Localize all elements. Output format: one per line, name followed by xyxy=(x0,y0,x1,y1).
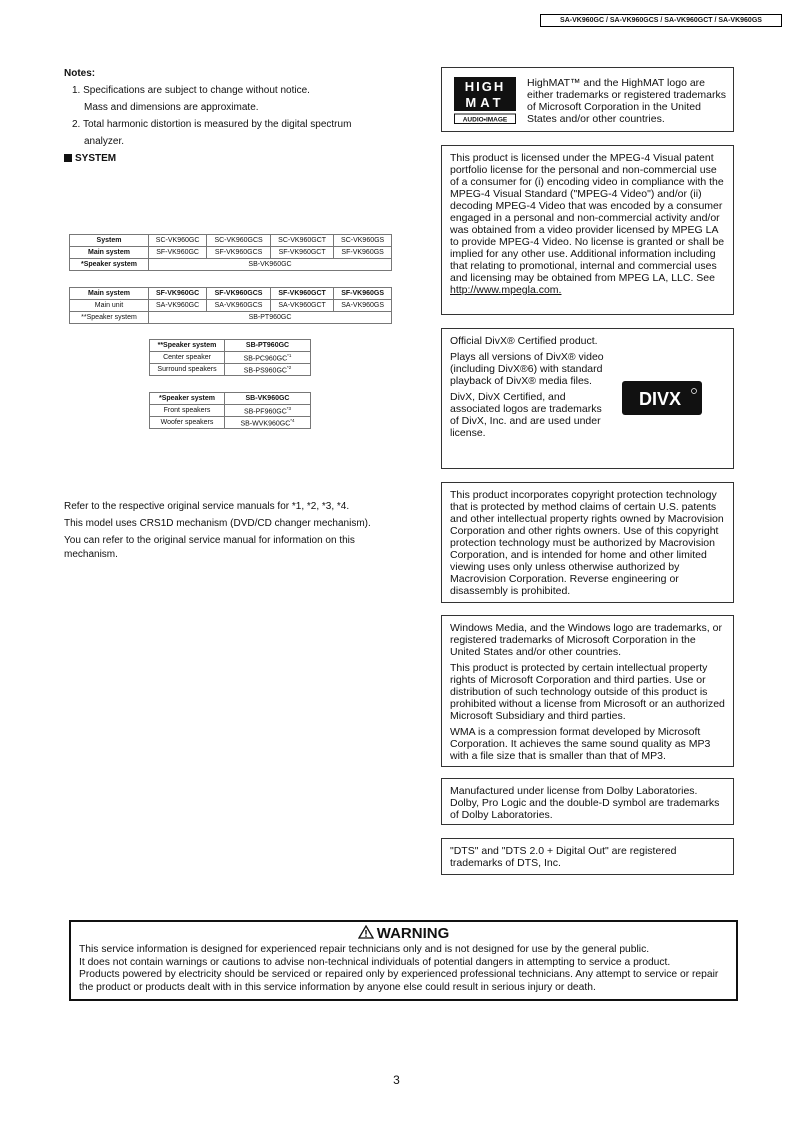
warning-line-3: Products powered by electricity should be serviced or repaired only by experienced professional technicians. Any attempt to service or repair the product or products dealt with in this service information by anyone else could result in serious injury or death. xyxy=(79,969,719,993)
divx-notice xyxy=(441,328,734,469)
table-cell: SF-VK960GCT xyxy=(270,288,333,300)
table-cell: SF-VK960GS xyxy=(334,247,392,259)
highmat-notice xyxy=(441,67,734,132)
footnote-mark: *1 xyxy=(287,352,292,358)
table-cell: SC-VK960GCS xyxy=(207,235,271,247)
table-cell: SF-VK960GCT xyxy=(270,247,333,259)
table-cell: SB-VK960GC xyxy=(149,259,392,271)
divx-p2: Plays all versions of DivX® video (including DivX®6) with standard playback of DivX® media files. xyxy=(450,351,604,387)
table-row xyxy=(70,312,392,324)
table-cell: Front speakers xyxy=(150,405,225,417)
table-cell: System xyxy=(70,235,149,247)
warning-title xyxy=(79,925,728,942)
table-cell: Woofer speakers xyxy=(150,417,225,429)
highmat-logo-icon xyxy=(454,77,516,124)
table-cell: Main system xyxy=(70,247,149,259)
warning-box xyxy=(69,920,738,1001)
speaker-table-pt960 xyxy=(149,339,311,376)
references-text xyxy=(64,500,409,565)
footnote-mark: *2 xyxy=(286,364,292,370)
table-cell: SA-VK960GCT xyxy=(270,300,333,312)
divx-p3: DivX, DivX Certified, and associated logos are trademarks of DivX, Inc. and are used under license. xyxy=(450,391,602,439)
warning-line-2: It does not contain warnings or cautions to advise non-technical individuals of potential dangers in attempting to service a product. xyxy=(79,956,671,968)
warning-line-1: This service information is designed for experienced repair technicians only and is not designed for use by the general public. xyxy=(79,944,650,955)
table-row xyxy=(70,300,392,312)
note-2-cont: analyzer. xyxy=(84,136,125,147)
dolby-text: Manufactured under license from Dolby Laboratories. Dolby, Pro Logic and the double-D symbol are trademarks of Dolby Laboratories. xyxy=(450,785,720,821)
system-table-1 xyxy=(69,234,392,271)
highmat-logo-line2: MAT xyxy=(465,95,505,110)
table-cell: SA-VK960GS xyxy=(334,300,392,312)
model-code: SB-PF960GC xyxy=(243,408,287,416)
notes-section xyxy=(64,67,394,166)
table-cell: SF-VK960GCS xyxy=(207,288,271,300)
macrovision-notice xyxy=(441,482,734,603)
table-cell: SC-VK960GCT xyxy=(270,235,333,247)
table-cell: Main unit xyxy=(70,300,149,312)
model-header: SA-VK960GC / SA-VK960GCS / SA-VK960GCT / SA-VK960GS xyxy=(540,14,782,27)
divx-p1: Official DivX® Certified product. xyxy=(450,335,598,347)
divx-logo-icon xyxy=(622,381,702,415)
table-cell: **Speaker system xyxy=(150,340,225,352)
ref-line-3: You can refer to the original service manual for information on this mechanism. xyxy=(64,535,355,560)
table-cell: SC-VK960GS xyxy=(334,235,392,247)
ref-line-2: This model uses CRS1D mechanism (DVD/CD changer mechanism). xyxy=(64,518,371,529)
table-cell: SA-VK960GC xyxy=(149,300,207,312)
table-cell: SB-VK960GC xyxy=(225,393,311,405)
table-row xyxy=(150,340,311,352)
notes-title: Notes: xyxy=(64,68,96,79)
table-cell xyxy=(225,364,311,376)
dts-notice xyxy=(441,838,734,875)
table-cell: SF-VK960GC xyxy=(149,247,207,259)
windows-p1: Windows Media, and the Windows logo are trademarks, or registered trademarks of Microsoft Corporation in the United States and/or other countries. xyxy=(450,622,722,658)
page-number: 3 xyxy=(393,1073,400,1087)
speaker-table-vk960 xyxy=(149,392,311,429)
windows-p2: This product is protected by certain intellectual property rights of Microsoft Corporation and third parties. Use or distribution of such technology outside of this product is prohibited without a license from Microsoft or an authorized Microsoft Subsidiary and third parties. xyxy=(450,662,725,722)
mpeg-text xyxy=(450,152,725,296)
divx-logo-text: DIVX xyxy=(638,389,682,409)
table-cell: SA-VK960GCS xyxy=(207,300,271,312)
table-row xyxy=(150,405,311,417)
table-cell: **Speaker system xyxy=(70,312,149,324)
windows-p3: WMA is a compression format developed by Microsoft Corporation. It achieves the same sound quality as MP3 with a file size that is smaller than that of MP3. xyxy=(450,726,711,762)
note-1: 1. Specifications are subject to change without notice. xyxy=(72,85,310,96)
mpeg-notice xyxy=(441,145,734,315)
system-heading xyxy=(64,152,394,166)
table-cell: Surround speakers xyxy=(150,364,225,376)
table-cell: SF-VK960GCS xyxy=(207,247,271,259)
macrovision-text: This product incorporates copyright protection technology that is protected by method claims of certain U.S. patents and other intellectual property rights owned by Macrovision Corporation and other rights owners. Use of this copyright protection technology must be authorized by Macrovision Corporation, and is intended for home and other limited viewing uses only unless otherwise authorized by Macrovision Corporation. Reverse engineering or disassembly is prohibited. xyxy=(450,489,724,597)
highmat-logo-line3: AUDIO•IMAGE xyxy=(462,116,508,124)
table-row xyxy=(150,417,311,429)
windows-media-notice xyxy=(441,615,734,767)
system-heading-text: SYSTEM xyxy=(75,153,117,164)
warning-title-text: WARNING xyxy=(376,925,450,942)
system-table-2 xyxy=(69,287,392,324)
dts-text: "DTS" and "DTS 2.0 + Digital Out" are registered trademarks of DTS, Inc. xyxy=(450,845,677,869)
model-code: SB-PS960GC xyxy=(243,367,287,375)
warning-triangle-icon xyxy=(358,925,374,939)
table-row xyxy=(150,352,311,364)
note-1-cont: Mass and dimensions are approximate. xyxy=(84,102,259,113)
square-bullet-icon xyxy=(64,154,72,162)
table-cell: Center speaker xyxy=(150,352,225,364)
table-row xyxy=(150,364,311,376)
table-cell: *Speaker system xyxy=(150,393,225,405)
footnote-mark: *3 xyxy=(286,405,292,411)
table-cell: SB-PT960GC xyxy=(149,312,392,324)
table-cell: *Speaker system xyxy=(70,259,149,271)
note-2: 2. Total harmonic distortion is measured by the digital spectrum xyxy=(72,119,352,130)
table-row xyxy=(70,288,392,300)
ref-line-1: Refer to the respective original service manuals for *1, *2, *3, *4. xyxy=(64,501,350,512)
table-cell xyxy=(225,417,311,429)
mpeg-body: This product is licensed under the MPEG-4 Visual patent portfolio license for the personal and non-commercial use of a consumer for (i) encoding video in compliance with the MPEG-4 Visual Standard ("MPEG-4 Video") and/or (ii) decoding MPEG-4 Video that was encoded by a consumer engaged in a personal and non-commercial activity and/or was obtained from a video provider licensed by MPEG LA to provide MPEG-4 Video. No license is granted or shall be implied for any other use. Additional information including that relating to promotional, internal and commercial uses and licensing may be obtained from MPEG LA, LLC. See xyxy=(450,152,725,284)
table-row xyxy=(150,393,311,405)
model-code: SB-WVK960GC xyxy=(240,420,291,428)
table-row xyxy=(70,235,392,247)
table-cell xyxy=(225,352,311,364)
table-cell: SC-VK960GC xyxy=(149,235,207,247)
mpeg-link[interactable]: http://www.mpegla.com. xyxy=(450,284,562,296)
highmat-logo-line1: HIGH xyxy=(464,79,506,94)
table-cell: SF-VK960GS xyxy=(334,288,392,300)
footnote-mark: *4 xyxy=(290,417,295,423)
table-cell: SF-VK960GC xyxy=(149,288,207,300)
model-code: SB-PC960GC xyxy=(243,355,288,363)
divx-text xyxy=(450,335,610,439)
table-cell xyxy=(225,405,311,417)
highmat-text: HighMAT™ and the HighMAT logo are either trademarks or registered trademarks of Microsoft Corporation in the United States and/or other countries. xyxy=(527,77,726,125)
table-cell: Main system xyxy=(70,288,149,300)
table-cell: SB-PT960GC xyxy=(225,340,311,352)
dolby-notice xyxy=(441,778,734,825)
table-row xyxy=(70,259,392,271)
table-row xyxy=(70,247,392,259)
